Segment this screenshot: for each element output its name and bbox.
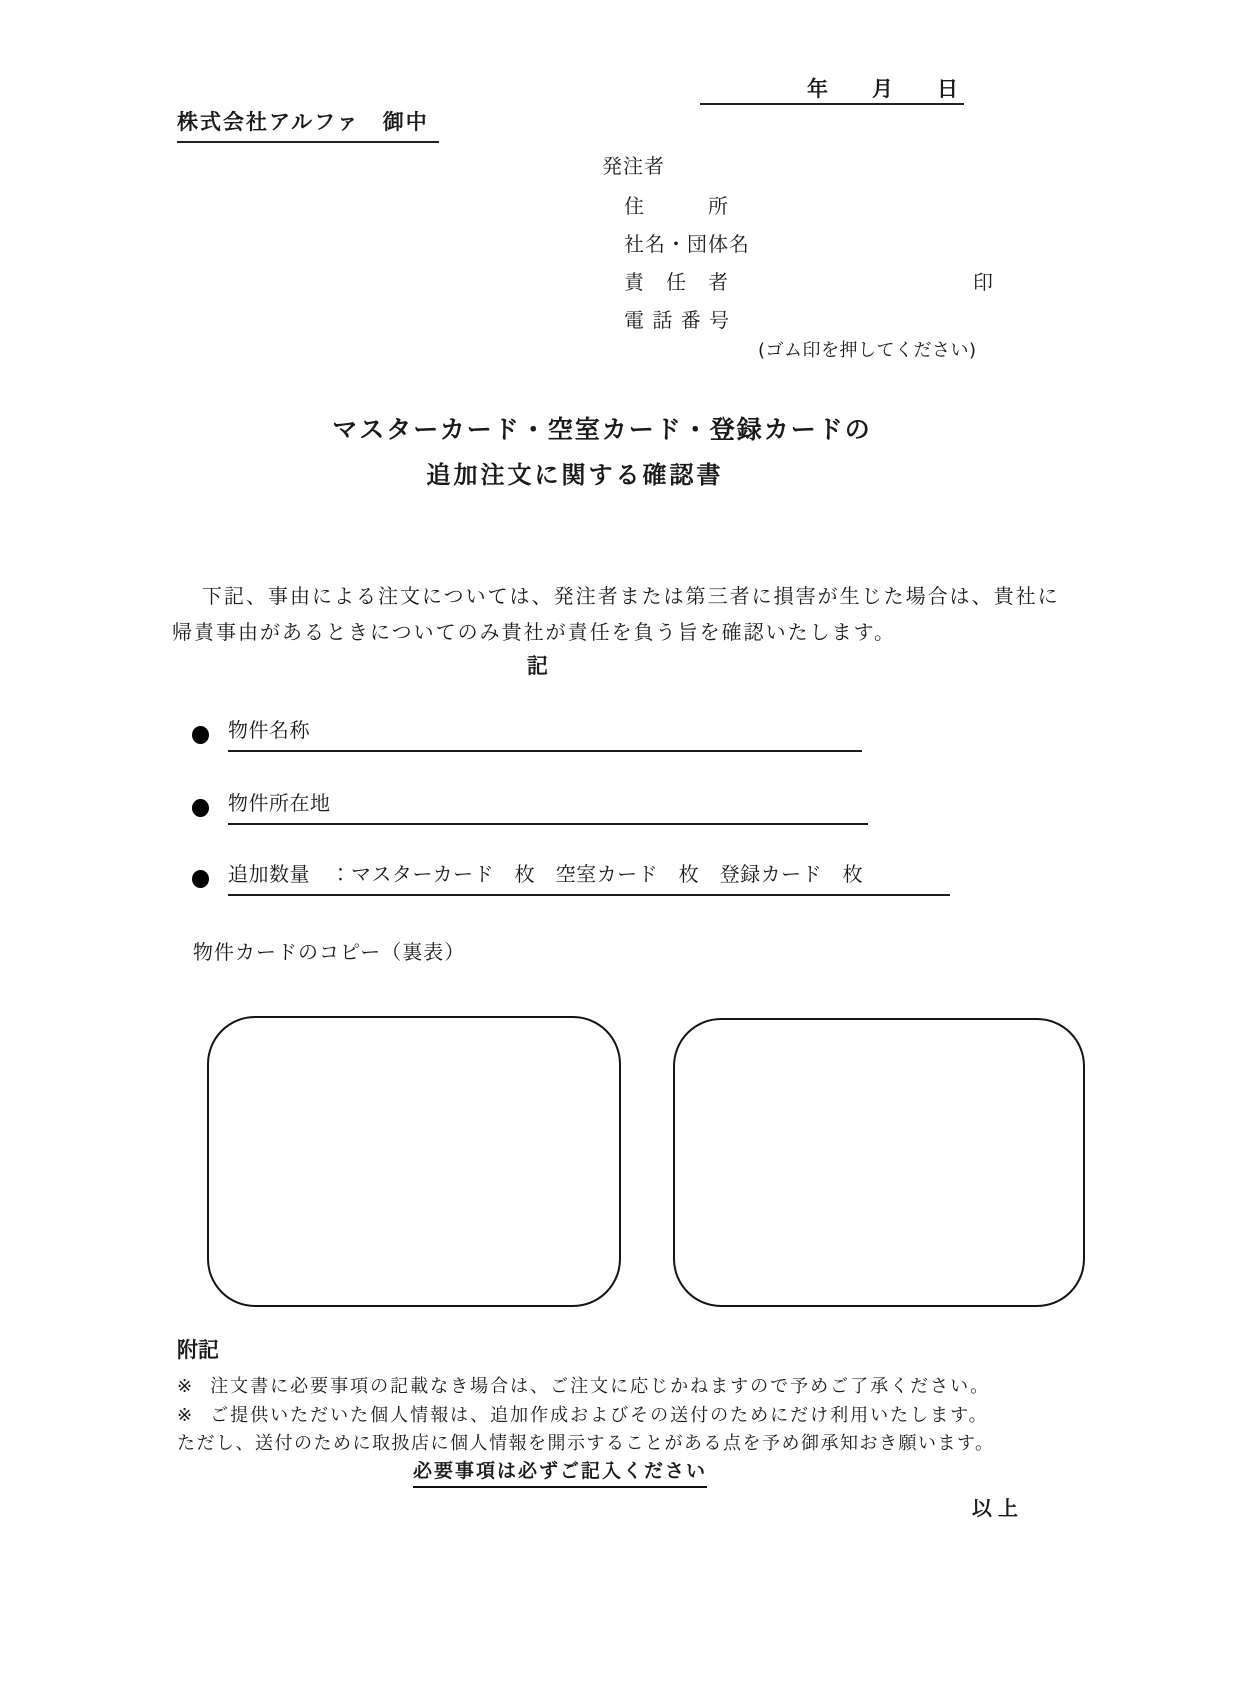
rubber-stamp-note: (ゴム印を押してください) (758, 340, 977, 361)
date-month-label: 月 (872, 77, 893, 101)
property-location-label: 物件所在地 (228, 791, 331, 815)
appendix-note-1-text: 注文書に必要事項の記載なき場合は、ご注文に応じかねますので予めご了承ください。 (210, 1376, 991, 1397)
card-copy-box-2 (673, 1018, 1085, 1307)
reference-mark-icon: ※ (177, 1376, 195, 1397)
reference-mark-icon: ※ (177, 1405, 195, 1426)
card-copy-box-1 (207, 1016, 621, 1307)
date-day-label: 日 (937, 77, 958, 101)
appendix-note-2 (177, 1401, 989, 1427)
required-note-wrap (0, 1456, 1120, 1488)
company-name-field-label: 社名・団体名 (624, 232, 750, 256)
bullet-icon (192, 799, 209, 817)
additional-quantity-label: 追加数量 ：マスターカード 枚 空室カード 枚 登録カード 枚 (228, 862, 864, 886)
list-heading: 記 (527, 654, 548, 678)
card-copy-section-label: 物件カードのコピー（裏表） (193, 940, 466, 964)
form-item-property-location (228, 787, 868, 825)
date-line (700, 70, 964, 105)
seal-mark: 印 (973, 270, 993, 294)
bullet-icon (192, 726, 209, 744)
body-paragraph (172, 578, 1082, 650)
form-item-additional-quantity (228, 858, 950, 896)
form-item-property-name (228, 714, 862, 752)
phone-number-field-label: 電 話 番 号 (624, 308, 731, 332)
body-paragraph-line2: 帰責事由があるときについてのみ貴社が責任を負う旨を確認いたします。 (172, 620, 896, 644)
property-name-label: 物件名称 (228, 718, 310, 742)
bullet-icon (192, 870, 209, 888)
appendix-note-3-text: ただし、送付のために取扱店に個人情報を開示することがある点を予め御承知おき願います。 (177, 1433, 995, 1454)
document-title-line2: 追加注文に関する確認書 (426, 461, 724, 489)
appendix-note-2-text: ご提供いただいた個人情報は、追加作成およびその送付のためにだけ利用いたします。 (210, 1405, 989, 1426)
appendix-heading: 附記 (177, 1338, 219, 1362)
address-field-label: 住 所 (624, 194, 729, 218)
appendix-note-1 (177, 1372, 990, 1398)
body-paragraph-line1: 下記、事由による注文については、発注者または第三者に損害が生じた場合は、貴社に (202, 584, 1060, 608)
responsible-person-field-label: 責 任 者 (624, 270, 729, 294)
recipient-line: 株式会社アルファ 御中 (177, 106, 439, 143)
required-fields-note: 必要事項は必ずご記入ください (413, 1456, 707, 1488)
date-year-label: 年 (807, 77, 828, 101)
document-title-line1: マスターカード・空室カード・登録カードの (332, 415, 872, 444)
closing-mark: 以上 (972, 1496, 1024, 1520)
appendix-note-3 (177, 1429, 995, 1455)
orderer-label: 発注者 (602, 154, 665, 178)
